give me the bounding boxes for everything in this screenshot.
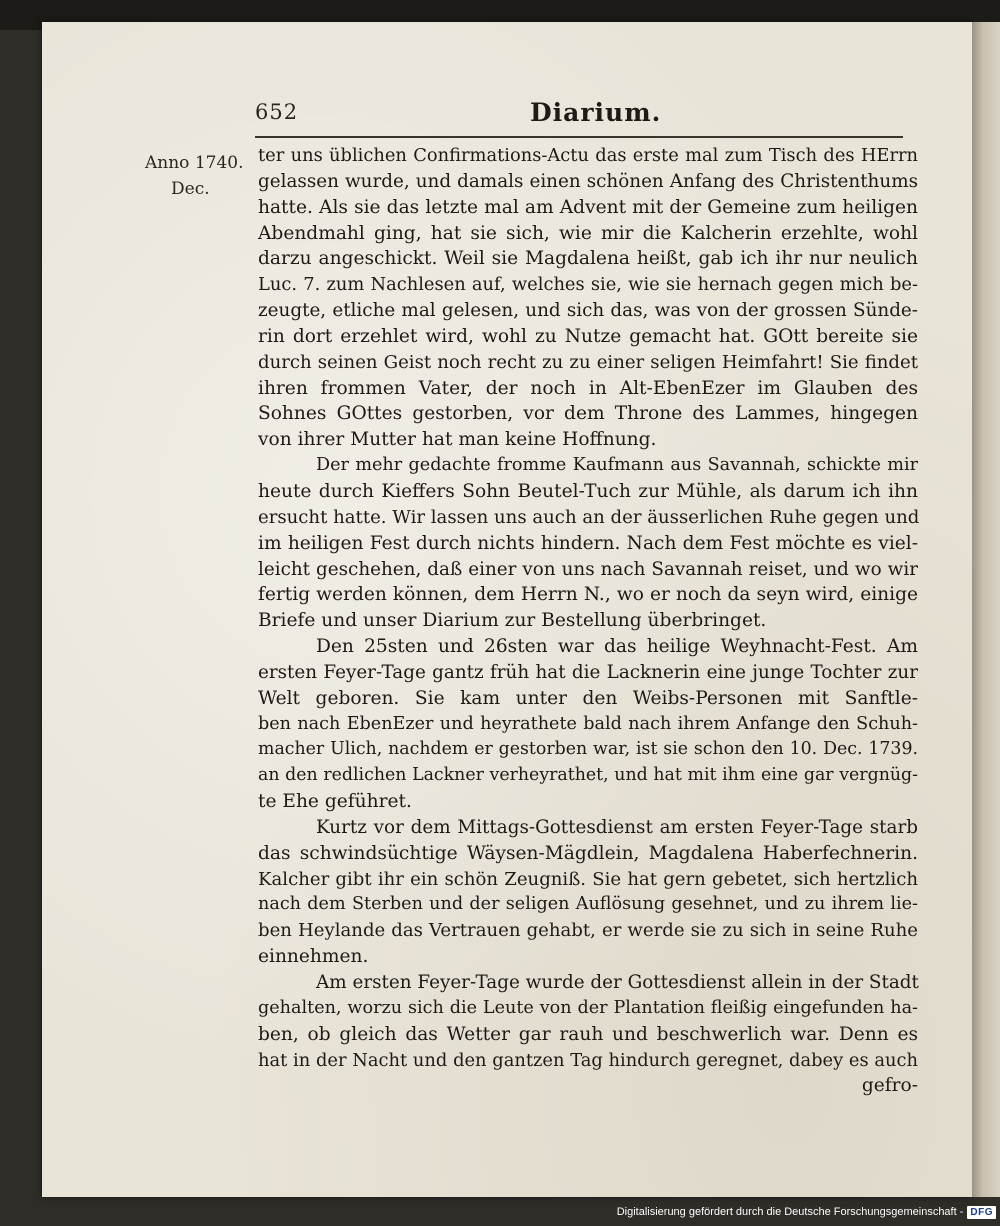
text-line: ben nach EbenEzer und heyrathete bald nach ihrem Anfange den Schuh- (258, 713, 918, 734)
text-line: hat in der Nacht und den gantzen Tag hindurch geregnet, dabey es auch (258, 1049, 918, 1071)
digitization-footer (617, 1204, 996, 1220)
text-line: ersten Feyer-Tage gantz früh hat die Lacknerin eine junge Tochter zur (258, 661, 918, 683)
margin-note-year: Anno 1740. (145, 153, 244, 173)
text-line: heute durch Kieffers Sohn Beutel-Tuch zur Mühle, als darum ich ihn (258, 480, 918, 502)
text-line: Abendmahl ging, hat sie sich, wie mir die Kalcherin erzehlte, wohl (258, 222, 918, 244)
text-line: hatte. Als sie das letzte mal am Advent mit der Gemeine zum heiligen (258, 196, 918, 218)
page-header (255, 100, 903, 132)
text-line: zeugte, etliche mal gelesen, und sich das, was von der grossen Sünde- (258, 300, 918, 322)
text-line: fertig werden können, dem Herrn N., wo er noch da seyn wird, einige (258, 584, 918, 606)
text-line: leicht geschehen, daß einer von uns nach Savannah reiset, und wo wir (258, 558, 918, 580)
text-line: ben Heylande das Vertrauen gehabt, er werde sie zu sich in seine Ruhe (258, 920, 918, 942)
text-line: nach dem Sterben und der seligen Auflösung gesehnet, und zu ihrem lie- (258, 894, 918, 915)
text-line: macher Ulich, nachdem er gestorben war, ist sie schon den 10. Dec. 1739. (258, 739, 918, 760)
text-line: im heiligen Fest durch nichts hindern. Nach dem Fest möchte es viel- (258, 532, 918, 554)
text-line: darzu angeschickt. Weil sie Magdalena heißt, gab ich ihr nur neulich (258, 248, 918, 270)
text-line: Den 25sten und 26sten war das heilige Weyhnacht-Fest. Am (316, 636, 918, 658)
text-line: gelassen wurde, und damals einen schönen Anfang des Christenthums (258, 170, 918, 192)
text-line: te Ehe geführet. (258, 791, 412, 813)
text-line: einnehmen. (258, 946, 369, 968)
text-line: Sohnes GOttes gestorben, vor dem Throne des Lammes, hingegen (258, 403, 918, 425)
text-line: Briefe und unser Diarium zur Bestellung überbringet. (258, 610, 767, 632)
page-number: 652 (255, 100, 299, 124)
margin-note (145, 150, 265, 202)
text-line: ben, ob gleich das Wetter gar rauh und beschwerlich war. Denn es (258, 1023, 918, 1045)
margin-note-month: Dec. (171, 179, 210, 199)
dfg-logo-icon: DFG (967, 1206, 996, 1219)
footer-text: Digitalisierung gefördert durch die Deutsche Forschungsgemeinschaft - (616, 1206, 964, 1218)
text-line: durch seinen Geist noch recht zu zu einer seligen Heimfahrt! Sie findet (258, 351, 918, 373)
page-edge (972, 22, 1000, 1197)
text-line: an den redlichen Lackner verheyrathet, und hat mit ihm eine gar vergnüg- (258, 765, 918, 786)
catchword: gefro- (861, 1075, 918, 1097)
running-head: Diarium. (530, 98, 662, 127)
text-line: Luc. 7. zum Nachlesen auf, welches sie, wie sie hernach gegen mich be- (258, 274, 918, 296)
text-line: Der mehr gedachte fromme Kaufmann aus Savannah, schickte mir (316, 455, 918, 476)
body-text (258, 143, 918, 1099)
text-line: das schwindsüchtige Wäysen-Mägdlein, Magdalena Haberfechnerin. (258, 842, 918, 864)
text-line: ihren frommen Vater, der noch in Alt-EbenEzer im Glauben des (258, 377, 918, 399)
text-line: Am ersten Feyer-Tage wurde der Gottesdienst allein in der Stadt (316, 972, 919, 993)
text-line: ter uns üblichen Confirmations-Actu das erste mal zum Tisch des HErrn (258, 145, 918, 166)
text-line: gehalten, worzu sich die Leute von der Plantation fleißig eingefunden ha- (258, 997, 918, 1018)
header-rule (255, 136, 903, 138)
text-line: Welt geboren. Sie kam unter den Weibs-Personen mit Sanftle- (258, 687, 918, 709)
text-line: von ihrer Mutter hat man keine Hoffnung. (258, 429, 657, 451)
text-line: Kurtz vor dem Mittags-Gottesdienst am ersten Feyer-Tage starb (316, 816, 918, 838)
text-line: ersucht hatte. Wir lassen uns auch an der äusserlichen Ruhe gegen und (258, 506, 920, 528)
text-line: Kalcher gibt ihr ein schön Zeugniß. Sie hat gern gebetet, sich hertzlich (258, 868, 918, 890)
text-line: rin dort erzehlet wird, wohl zu Nutze gemacht hat. GOtt bereite sie (258, 325, 918, 347)
